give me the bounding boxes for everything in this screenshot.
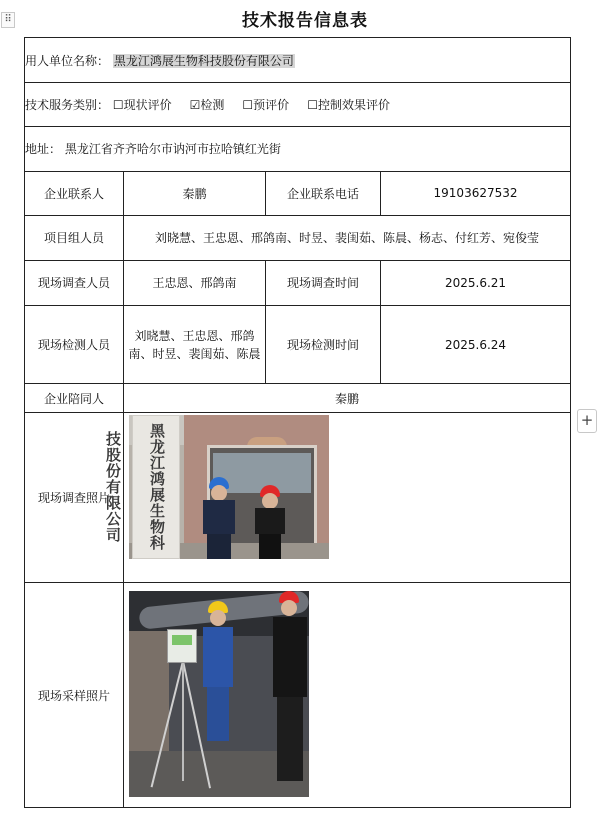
- table-drag-handle[interactable]: ⠿: [1, 12, 15, 28]
- address-value[interactable]: 黑龙江省齐齐哈尔市讷河市拉哈镇红光街: [64, 142, 281, 157]
- escort-label: 企业陪同人: [25, 384, 124, 413]
- checkbox-unchecked-icon[interactable]: ☐: [242, 98, 254, 113]
- service-label: 技术服务类别：: [25, 98, 110, 113]
- option-status-evaluation[interactable]: [113, 96, 172, 113]
- detect-time-label: 现场检测时间: [266, 306, 381, 384]
- row-escort: [25, 384, 571, 413]
- phone-value[interactable]: 19103627532: [381, 171, 571, 215]
- person-red-helmet: [251, 485, 289, 559]
- survey-staff-value[interactable]: 王忠恩、邢鸽南: [124, 260, 266, 305]
- detect-staff-value[interactable]: 刘晓慧、王忠恩、邢鸽南、时昱、裴闺茹、陈晨: [124, 306, 266, 384]
- company-plaque: 黑龙江鸿展生物科技股份有限公司: [132, 415, 180, 559]
- row-contact: [25, 171, 571, 215]
- row-survey: [25, 260, 571, 305]
- escort-value[interactable]: 秦鹏: [124, 384, 571, 413]
- option-label: 控制效果评价: [317, 98, 390, 113]
- option-label: 预评价: [253, 98, 290, 113]
- option-label: 检测: [200, 98, 225, 113]
- survey-photo-label: 现场调查照片: [25, 413, 124, 583]
- unit-value[interactable]: 黑龙江鸿展生物科技股份有限公司: [113, 53, 294, 68]
- survey-time-label: 现场调查时间: [266, 260, 381, 305]
- survey-staff-label: 现场调查人员: [25, 260, 124, 305]
- row-survey-photo: [25, 413, 571, 583]
- sampling-photo-label: 现场采样照片: [25, 583, 124, 808]
- person-blue-helmet: [199, 477, 239, 559]
- sampling-photo[interactable]: [129, 591, 309, 797]
- worker-red-helmet: [265, 591, 309, 781]
- unit-label: 用人单位名称：: [25, 53, 110, 68]
- checkbox-unchecked-icon[interactable]: ☐: [307, 98, 318, 113]
- row-sampling-photo: [25, 583, 571, 808]
- page-title: 技术报告信息表: [242, 11, 368, 31]
- survey-photo[interactable]: [104, 415, 329, 559]
- option-label: 现状评价: [123, 98, 172, 113]
- checkbox-unchecked-icon[interactable]: ☐: [112, 98, 124, 113]
- contact-value[interactable]: 秦鹏: [124, 171, 266, 215]
- row-service: [25, 83, 571, 127]
- team-value[interactable]: 刘晓慧、王忠恩、邢鸽南、时昱、裴闺茹、陈晨、杨志、付红芳、宛俊莹: [124, 215, 571, 260]
- option-pre-evaluation[interactable]: [242, 96, 289, 113]
- add-row-button[interactable]: +: [577, 409, 597, 433]
- team-label: 项目组人员: [25, 215, 124, 260]
- survey-time-value[interactable]: 2025.6.21: [381, 260, 571, 305]
- report-info-table: [24, 37, 571, 808]
- option-detection[interactable]: [190, 96, 225, 113]
- row-team: [25, 215, 571, 260]
- detect-time-value[interactable]: 2025.6.24: [381, 306, 571, 384]
- address-label: 地址：: [25, 142, 62, 157]
- detect-staff-label: 现场检测人员: [25, 306, 124, 384]
- contact-label: 企业联系人: [25, 171, 124, 215]
- row-detect: [25, 306, 571, 384]
- row-address: [25, 127, 571, 171]
- phone-label: 企业联系电话: [266, 171, 381, 215]
- row-unit: [25, 38, 571, 83]
- option-control-effect-evaluation[interactable]: [307, 96, 390, 113]
- checkbox-checked-icon[interactable]: ☑: [189, 98, 201, 113]
- worker-yellow-helmet: [199, 601, 239, 741]
